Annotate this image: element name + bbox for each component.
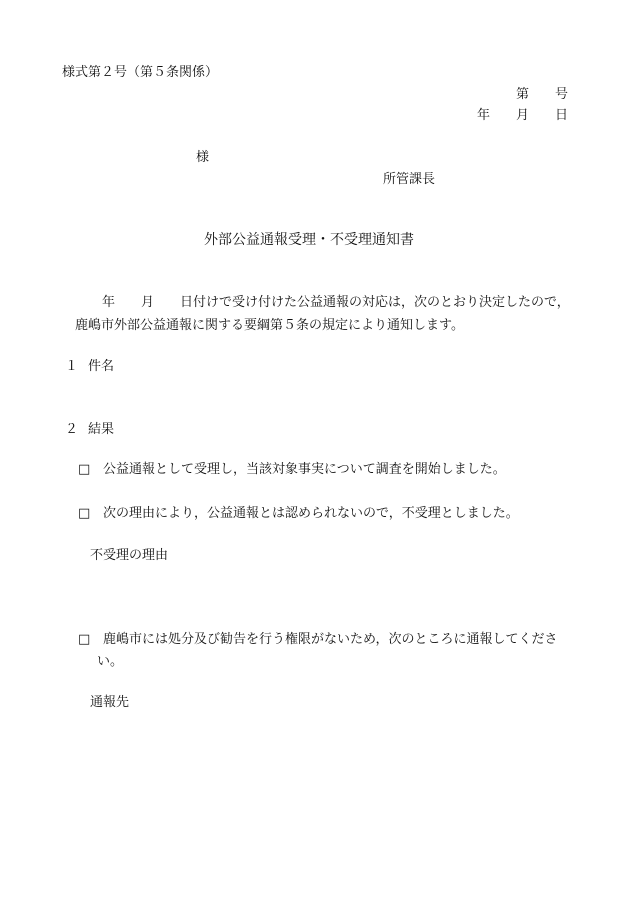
addressee-suffix: 様 xyxy=(196,150,210,165)
document-number: 第 号 xyxy=(515,87,568,102)
section-label-result: 結果 xyxy=(88,422,115,437)
sender: 所管課長 xyxy=(383,172,436,187)
option-rejected-text: 次の理由により，公益通報とは認められないので，不受理としました。 xyxy=(103,506,519,521)
body-line-1: 年 月 日付けで受け付けた公益通報の対応は，次のとおり決定したので， xyxy=(102,295,570,310)
document-date: 年 月 日 xyxy=(476,108,568,123)
option-referral-text-line-2: い。 xyxy=(97,654,124,669)
section-label-subject: 件名 xyxy=(88,359,115,374)
section-number-result: ２ xyxy=(65,422,79,437)
body-line-2: 鹿嶋市外部公益通報に関する要綱第５条の規定により通知します。 xyxy=(75,318,464,333)
option-referral-text-line-1: 鹿嶋市には処分及び勧告を行う権限がないため，次のところに通報してくださ xyxy=(103,632,558,647)
document-title: 外部公益通報受理・不受理通知書 xyxy=(204,232,414,248)
section-number-subject: １ xyxy=(65,359,79,374)
checkbox-referral: □ xyxy=(78,632,91,647)
form-number: 様式第２号（第５条関係） xyxy=(62,65,219,80)
checkbox-rejected: □ xyxy=(78,506,91,521)
option-accepted-text: 公益通報として受理し，当該対象事実について調査を開始しました。 xyxy=(103,462,506,477)
checkbox-accepted: □ xyxy=(78,462,91,477)
referral-destination-label: 通報先 xyxy=(90,695,130,710)
rejection-reason-label: 不受理の理由 xyxy=(90,548,169,563)
